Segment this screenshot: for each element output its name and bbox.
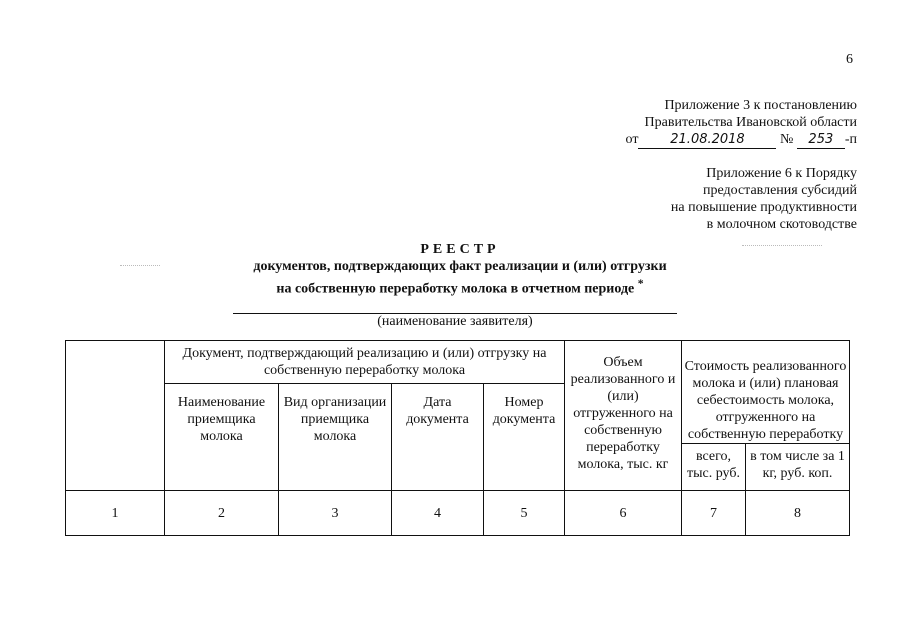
handwritten-number: 253 [797, 131, 845, 149]
footnote-mark: * [637, 277, 644, 290]
column-number-row [66, 491, 850, 536]
column-number: 8 [746, 491, 850, 536]
appendix-6-block [671, 165, 857, 233]
header-receiver-name: Наименование приемщика молока [165, 384, 279, 491]
header-document-group: Документ, подтверждающий реализацию и (или) отгрузку на собственную переработку молока [165, 341, 565, 384]
document-title [200, 241, 720, 298]
appendix-3-date-line [626, 131, 857, 149]
header-per-kg: в том числе за 1 кг, руб. коп. [746, 444, 850, 491]
column-number: 2 [165, 491, 279, 536]
header-org-type: Вид организации приемщика молока [279, 384, 392, 491]
appendix-6-line-4: в молочном скотоводстве [706, 217, 857, 232]
column-number: 4 [392, 491, 484, 536]
title-line-2: на собственную переработку молока в отчетном периоде * [276, 277, 644, 297]
date-from-label: от [625, 132, 639, 147]
header-volume: Объем реализованного и (или) отгруженного на собственную переработку молока, тыс. кг [565, 341, 682, 491]
appendix-3-line-1: Приложение 3 к постановлению [664, 98, 857, 113]
number-label: № [779, 132, 794, 147]
appendix-6-line-3: на повышение продуктивности [670, 200, 857, 215]
scan-artifact [742, 245, 822, 246]
appendix-6-line-2: предоставления субсидий [702, 183, 857, 198]
column-number: 3 [279, 491, 392, 536]
applicant-caption: (наименование заявителя) [377, 314, 533, 329]
header-total: всего, тыс. руб. [682, 444, 746, 491]
handwritten-date: 21.08.2018 [638, 131, 776, 149]
title-word: РЕЕСТР [420, 242, 500, 257]
column-number: 5 [484, 491, 565, 536]
column-number: 7 [682, 491, 746, 536]
scan-artifact [120, 265, 160, 266]
column-number: 1 [66, 491, 165, 536]
appendix-6-line-1: Приложение 6 к Порядку [706, 166, 857, 181]
title-line-1: документов, подтверждающих факт реализации и (или) отгрузки [253, 259, 667, 274]
registry-table [65, 340, 850, 536]
empty-header-cell [66, 341, 165, 491]
appendix-3-block [626, 97, 857, 149]
number-suffix: -п [844, 132, 857, 147]
appendix-3-line-2: Правительства Ивановской области [644, 115, 857, 130]
column-number: 6 [565, 491, 682, 536]
header-doc-date: Дата документа [392, 384, 484, 491]
header-cost-group: Стоимость реализованного молока и (или) плановая себестоимость молока, отгруженного на собственную переработку [682, 341, 850, 444]
page-number: 6 [846, 52, 853, 67]
header-doc-number: Номер документа [484, 384, 565, 491]
